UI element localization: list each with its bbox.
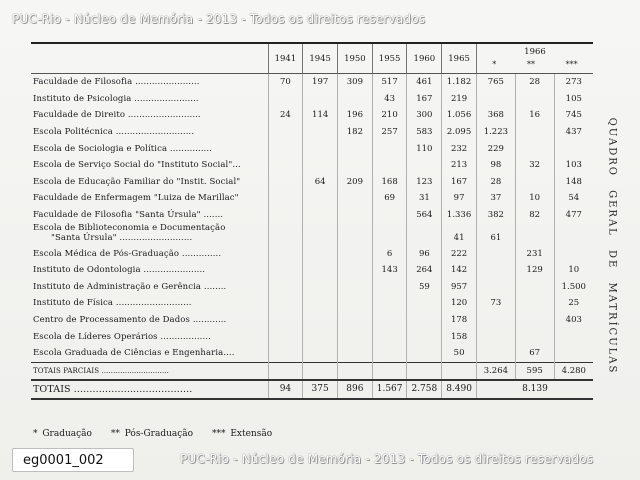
table-row	[31, 279, 593, 296]
table-cell: 43	[372, 91, 407, 108]
table-cell	[268, 190, 303, 207]
enrollment-table	[31, 42, 593, 400]
table-cell	[476, 345, 515, 362]
table-cell: 196	[338, 107, 373, 124]
table-row	[31, 140, 593, 157]
year-header: 1945	[303, 43, 338, 74]
table-cell: 37	[476, 190, 515, 207]
table-cell	[476, 279, 515, 296]
table-cell: 82	[515, 207, 554, 224]
table-cell	[268, 157, 303, 174]
table-cell: 437	[554, 124, 593, 141]
table-cell	[338, 223, 373, 245]
table-cell: 129	[515, 262, 554, 279]
table-cell: 16	[515, 107, 554, 124]
row-label: Instituto de Psicologia .......................	[33, 93, 199, 104]
table-cell: 142	[442, 262, 477, 279]
table-cell: 67	[515, 345, 554, 362]
table-cell	[515, 140, 554, 157]
table-cell: 300	[407, 107, 442, 124]
year-header: 1965	[442, 43, 477, 74]
table-cell	[407, 345, 442, 362]
subheader-pos-graduacao: **	[526, 60, 535, 69]
table-cell: 110	[407, 140, 442, 157]
table-cell	[476, 312, 515, 329]
row-label: Instituto de Administração e Gerência ........	[33, 281, 227, 292]
table-cell: 97	[442, 190, 477, 207]
table-cell	[268, 295, 303, 312]
table-cell	[372, 223, 407, 245]
table-cell: 368	[476, 107, 515, 124]
table-cell: 213	[442, 157, 477, 174]
row-label: Escola de Serviço Social do "Instituto Social"...	[33, 160, 241, 171]
table-cell: 197	[303, 74, 338, 91]
table-cell	[554, 140, 593, 157]
table-cell	[338, 157, 373, 174]
table-cell: 10	[515, 190, 554, 207]
table-cell: 1.500	[554, 279, 593, 296]
year-header: 1960	[407, 43, 442, 74]
row-label: Escola Médica de Pós-Graduação ..............	[33, 248, 222, 259]
table-cell	[303, 328, 338, 345]
table-cell	[372, 279, 407, 296]
table-cell	[268, 207, 303, 224]
table-cell	[303, 295, 338, 312]
table-cell	[407, 362, 442, 380]
table-cell: 257	[372, 124, 407, 141]
table-cell	[372, 295, 407, 312]
table-cell: 69	[372, 190, 407, 207]
table-cell: 105	[554, 91, 593, 108]
table-cell	[372, 207, 407, 224]
legend-extensao: *** Extensão	[211, 429, 273, 439]
watermark-top: PUC-Rio - Núcleo de Memória - 2013 - Todos os direitos reservados	[12, 12, 426, 26]
year-header: 1955	[372, 43, 407, 74]
table-cell	[303, 312, 338, 329]
table-cell	[338, 328, 373, 345]
table-cell: 583	[407, 124, 442, 141]
table-cell	[268, 223, 303, 245]
table-cell	[407, 223, 442, 245]
table-row	[31, 312, 593, 329]
year-header: 1950	[338, 43, 373, 74]
table-cell	[303, 345, 338, 362]
totals-row	[31, 380, 593, 399]
row-label: Escola de Sociologia e Política ...............	[33, 143, 212, 154]
table-cell	[303, 245, 338, 262]
row-label: Instituto de Odontologia ......................	[33, 265, 206, 276]
table-cell: 232	[442, 140, 477, 157]
table-cell: 148	[554, 174, 593, 191]
table-cell	[407, 312, 442, 329]
row-label: Escola Graduada de Ciências e Engenharia....	[33, 348, 235, 359]
table-cell	[476, 91, 515, 108]
table-cell	[338, 295, 373, 312]
table-cell	[303, 157, 338, 174]
table-row	[31, 345, 593, 362]
partial-totals-row	[31, 362, 593, 380]
row-label-line: Escola de Biblioteconomia e Documentação	[33, 223, 226, 234]
table-cell	[515, 312, 554, 329]
table-cell: 50	[442, 345, 477, 362]
table-cell: 564	[407, 207, 442, 224]
table-cell	[268, 91, 303, 108]
table-row	[31, 207, 593, 224]
total-value: 8.490	[442, 380, 477, 399]
table-cell	[442, 362, 477, 380]
total-value: 2.758	[407, 380, 442, 399]
table-row	[31, 262, 593, 279]
year-1966-label: 1966	[524, 47, 546, 57]
table-cell: 1.056	[442, 107, 477, 124]
header-row	[31, 43, 593, 74]
table-cell: 309	[338, 74, 373, 91]
table-cell: 59	[407, 279, 442, 296]
table-cell	[372, 328, 407, 345]
subheader-graduacao: *	[492, 60, 497, 69]
table-cell: 143	[372, 262, 407, 279]
row-label: Escola Politécnica ............................	[33, 127, 195, 138]
table-cell	[338, 345, 373, 362]
legend	[33, 429, 286, 439]
table-cell: 24	[268, 107, 303, 124]
table-row	[31, 107, 593, 124]
table-cell	[303, 223, 338, 245]
table-cell	[372, 157, 407, 174]
table-cell	[476, 328, 515, 345]
table-cell	[338, 362, 373, 380]
total-value: 1.567	[372, 380, 407, 399]
header-blank	[31, 43, 268, 74]
table-cell	[338, 262, 373, 279]
row-label: Instituto de Física ...........................	[33, 298, 192, 309]
table-cell: 120	[442, 295, 477, 312]
table-cell: 477	[554, 207, 593, 224]
table-cell	[554, 328, 593, 345]
table-cell: 168	[372, 174, 407, 191]
row-label: Faculdade de Enfermagem "Luiza de Marillac"	[33, 193, 239, 204]
table-cell: 745	[554, 107, 593, 124]
table-cell	[303, 362, 338, 380]
table-row	[31, 295, 593, 312]
table-cell	[407, 157, 442, 174]
table-cell: 41	[442, 223, 477, 245]
table-cell: 264	[407, 262, 442, 279]
table-row	[31, 328, 593, 345]
table-cell: 219	[442, 91, 477, 108]
table-cell: 70	[268, 74, 303, 91]
table-cell: 114	[303, 107, 338, 124]
total-value: 375	[303, 380, 338, 399]
table-cell	[407, 328, 442, 345]
table-cell	[268, 279, 303, 296]
partial-total-value: 595	[515, 362, 554, 380]
table-row	[31, 91, 593, 108]
table-cell	[476, 245, 515, 262]
table-cell: 167	[407, 91, 442, 108]
table-body	[31, 74, 593, 399]
table-cell	[268, 328, 303, 345]
table-cell: 96	[407, 245, 442, 262]
subheader-extensao: ***	[565, 60, 578, 69]
table-cell	[554, 223, 593, 245]
table-cell	[268, 140, 303, 157]
table-cell	[554, 345, 593, 362]
table-cell: 1.182	[442, 74, 477, 91]
table-cell: 61	[476, 223, 515, 245]
table-cell	[372, 345, 407, 362]
table-cell	[372, 362, 407, 380]
table-cell	[268, 124, 303, 141]
table-cell: 229	[476, 140, 515, 157]
table-row	[31, 245, 593, 262]
table-cell: 10	[554, 262, 593, 279]
table-cell	[268, 345, 303, 362]
table-cell	[338, 245, 373, 262]
table-cell	[268, 362, 303, 380]
table-cell: 167	[442, 174, 477, 191]
table-cell: 64	[303, 174, 338, 191]
table-cell	[515, 295, 554, 312]
table-cell: 210	[372, 107, 407, 124]
table-cell: 1.223	[476, 124, 515, 141]
table-cell	[338, 91, 373, 108]
table-cell	[303, 124, 338, 141]
image-id-label: eg0001_002	[12, 448, 134, 472]
total-value: 896	[338, 380, 373, 399]
table-cell	[303, 262, 338, 279]
table-cell: 222	[442, 245, 477, 262]
table-cell	[554, 245, 593, 262]
table-row	[31, 223, 593, 245]
table-cell: 1.336	[442, 207, 477, 224]
table-cell	[515, 223, 554, 245]
table-cell	[476, 262, 515, 279]
table-cell	[515, 328, 554, 345]
table-cell: 765	[476, 74, 515, 91]
table-row	[31, 124, 593, 141]
table-row	[31, 157, 593, 174]
table-cell	[303, 190, 338, 207]
total-1966-value: 8.139	[476, 380, 593, 399]
table-cell	[338, 207, 373, 224]
year-1966-header	[476, 43, 593, 74]
table-cell	[268, 174, 303, 191]
table-cell: 957	[442, 279, 477, 296]
table-cell	[515, 279, 554, 296]
watermark-bottom: PUC-Rio - Núcleo de Memória - 2013 - Todos os direitos reservados	[180, 452, 594, 466]
table-cell	[338, 312, 373, 329]
table-cell: 103	[554, 157, 593, 174]
table-cell	[303, 207, 338, 224]
table-cell	[372, 140, 407, 157]
table-cell: 28	[515, 74, 554, 91]
legend-graduacao: * Graduação	[33, 429, 92, 439]
table-cell: 182	[338, 124, 373, 141]
table-cell: 2.095	[442, 124, 477, 141]
table-cell	[515, 91, 554, 108]
year-header: 1941	[268, 43, 303, 74]
table-cell: 6	[372, 245, 407, 262]
row-label: Escola de Educação Familiar do "Instit. Social"	[33, 176, 241, 187]
table-cell: 32	[515, 157, 554, 174]
table-cell	[303, 140, 338, 157]
table-cell	[338, 140, 373, 157]
table-cell: 403	[554, 312, 593, 329]
table-cell: 517	[372, 74, 407, 91]
table-cell: 28	[476, 174, 515, 191]
table-cell: 178	[442, 312, 477, 329]
row-label: Faculdade de Direito ..........................	[33, 110, 201, 121]
partial-totals-label: TOTAIS PARCIAIS .............................	[31, 362, 268, 380]
table-cell	[372, 312, 407, 329]
table-cell	[268, 262, 303, 279]
table-cell: 25	[554, 295, 593, 312]
table-cell	[515, 174, 554, 191]
partial-total-value: 4.280	[554, 362, 593, 380]
table-cell: 273	[554, 74, 593, 91]
table-cell: 158	[442, 328, 477, 345]
table-cell: 123	[407, 174, 442, 191]
table-cell: 54	[554, 190, 593, 207]
row-label: Centro de Processamento de Dados ............	[33, 315, 227, 326]
row-label-line: "Santa Úrsula" ..........................	[51, 233, 193, 244]
table-cell	[303, 279, 338, 296]
table-cell	[407, 295, 442, 312]
table-cell: 73	[476, 295, 515, 312]
table-cell	[515, 124, 554, 141]
partial-total-value: 3.264	[476, 362, 515, 380]
table-cell: 209	[338, 174, 373, 191]
row-label: Faculdade de Filosofia .......................	[33, 77, 200, 88]
table-cell	[268, 245, 303, 262]
table-cell	[268, 312, 303, 329]
legend-pos-graduacao: ** Pós-Graduação	[110, 429, 194, 439]
row-label: Faculdade de Filosofia "Santa Úrsula" .......	[33, 210, 224, 221]
table-row	[31, 74, 593, 91]
table-row	[31, 190, 593, 207]
table-cell: 231	[515, 245, 554, 262]
table-cell: 31	[407, 190, 442, 207]
table-cell	[338, 279, 373, 296]
totals-label: TOTAIS ......................................	[31, 380, 268, 399]
table-cell	[338, 190, 373, 207]
table-cell	[303, 91, 338, 108]
year-1966-subheaders	[477, 57, 593, 69]
table-cell: 98	[476, 157, 515, 174]
table-cell: 461	[407, 74, 442, 91]
table-row	[31, 174, 593, 191]
table-cell: 382	[476, 207, 515, 224]
side-title: QUADRO GERAL DE MATRÍCULAS	[606, 117, 618, 375]
row-label	[31, 223, 268, 245]
total-value: 94	[268, 380, 303, 399]
row-label: Escola de Líderes Operários ..................	[33, 331, 211, 342]
